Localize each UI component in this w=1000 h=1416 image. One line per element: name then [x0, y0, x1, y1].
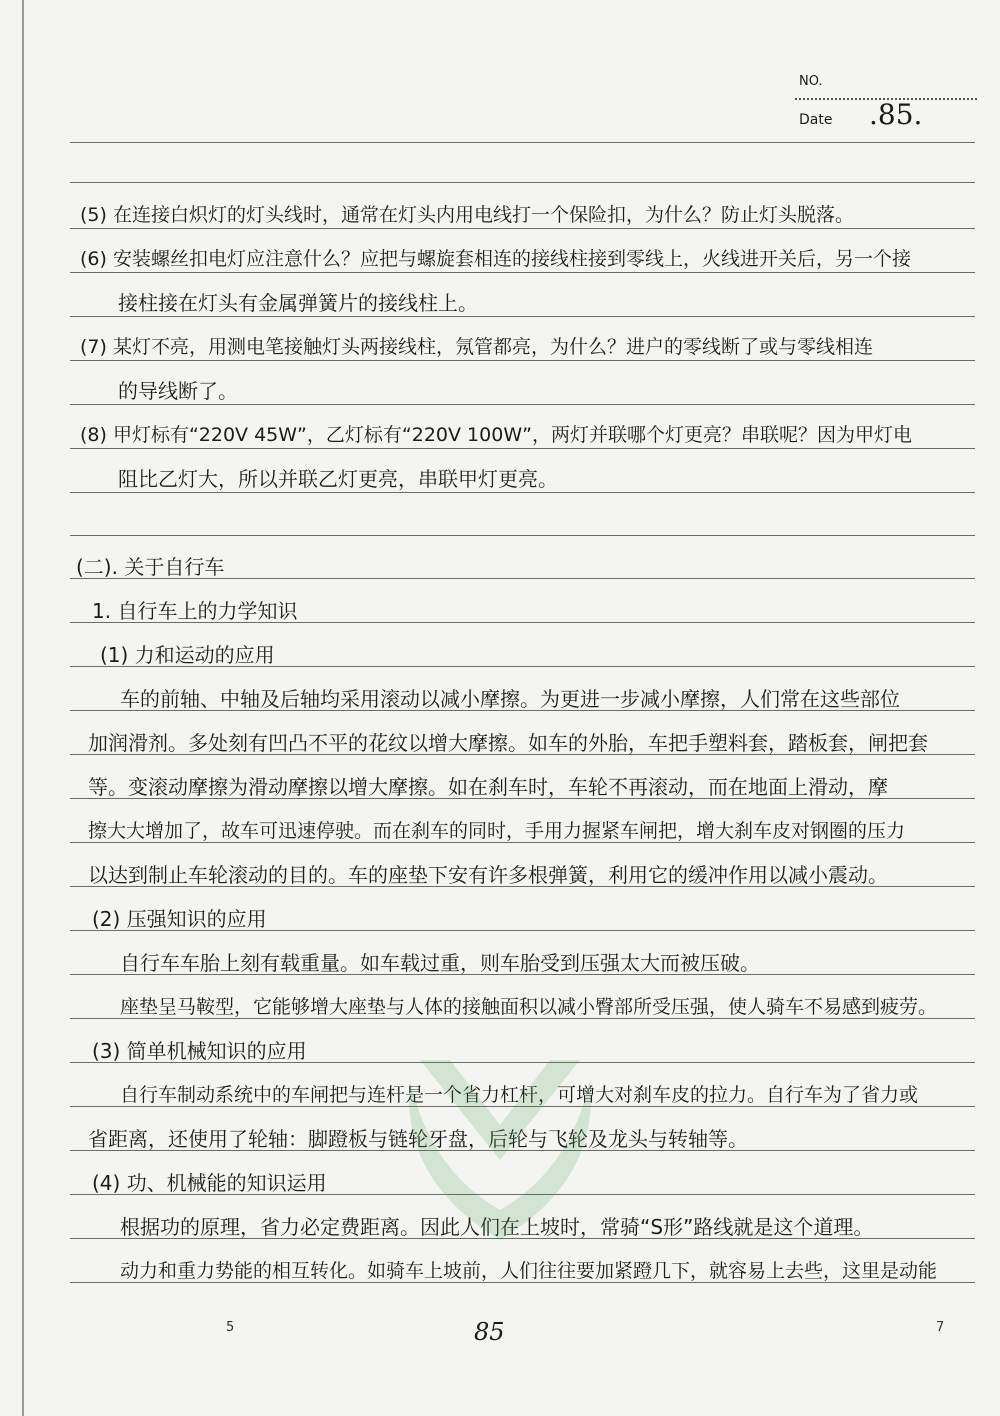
page-number: 85 [474, 1318, 505, 1346]
text-line: (二). 关于自行车 [76, 555, 225, 579]
text-line: (5) 在连接白炽灯的灯头线时，通常在灯头内用电线打一个保险扣，为什么？防止灯头脱落。 [80, 204, 854, 226]
text-line: 动力和重力势能的相互转化。如骑车上坡前，人们往往要加紧蹬几下，就容易上去些，这里是动能 [120, 1260, 938, 1282]
text-line: (7) 某灯不亮，用测电笔接触灯头两接线柱，氖管都亮，为什么？进户的零线断了或与零线相连 [80, 336, 873, 358]
text-line: (8) 甲灯标有“220V 45W”，乙灯标有“220V 100W”，两灯并联哪个灯更亮？串联呢？因为甲灯电 [80, 424, 912, 446]
rule-line [70, 448, 975, 449]
margin-line [22, 0, 24, 1416]
text-line: 根据功的原理，省力必定费距离。因此人们在上坡时，常骑“S形”路线就是这个道理。 [120, 1215, 874, 1239]
text-line: 省距离，还使用了轮轴：脚蹬板与链轮牙盘，后轮与飞轮及龙头与转轴等。 [88, 1127, 748, 1151]
rule-line [70, 492, 975, 493]
text-line: 自行车车胎上刻有载重量。如车载过重，则车胎受到压强太大而被压破。 [120, 951, 760, 975]
rule-line [70, 404, 975, 405]
rule-line [70, 142, 975, 143]
text-line: 擦大大增加了，故车可迅速停驶。而在刹车的同时，手用力握紧车闸把，增大刹车皮对钢圈的压力 [88, 820, 906, 842]
date-label: Date [799, 112, 833, 128]
rule-line [70, 228, 975, 229]
footer-right-number: 7 [936, 1320, 945, 1335]
rule-line [70, 272, 975, 273]
text-line: 1. 自行车上的力学知识 [92, 599, 298, 623]
text-line: (2) 压强知识的应用 [92, 907, 267, 931]
text-line: 接柱接在灯头有金属弹簧片的接线柱上。 [118, 291, 478, 315]
footer-left-number: 5 [226, 1320, 235, 1335]
text-line: 座垫呈马鞍型，它能够增大座垫与人体的接触面积以减小臀部所受压强，使人骑车不易感到疲劳。 [120, 996, 938, 1018]
date-value: .85. [869, 98, 923, 131]
text-line: 等。变滚动摩擦为滑动摩擦以增大摩擦。如在刹车时，车轮不再滚动，而在地面上滑动，摩 [88, 775, 888, 799]
rule-line [70, 316, 975, 317]
rule-line [70, 360, 975, 361]
text-line: (3) 简单机械知识的应用 [92, 1039, 307, 1063]
text-line: 以达到制止车轮滚动的目的。车的座垫下安有许多根弹簧，利用它的缓冲作用以减小震动。 [88, 863, 888, 887]
no-label: NO. [799, 74, 823, 89]
text-line: 车的前轴、中轴及后轴均采用滚动以减小摩擦。为更进一步减小摩擦，人们常在这些部位 [120, 687, 900, 711]
text-line: 加润滑剂。多处刻有凹凸不平的花纹以增大摩擦。如车的外胎，车把手塑料套，踏板套，闸把套 [88, 731, 928, 755]
text-line: 自行车制动系统中的车闸把与连杆是一个省力杠杆，可增大对刹车皮的拉力。自行车为了省力或 [120, 1084, 919, 1106]
rule-line [70, 182, 975, 183]
text-line: (1) 力和运动的应用 [100, 643, 275, 667]
text-line: 的导线断了。 [118, 379, 238, 403]
text-line: (6) 安装螺丝扣电灯应注意什么？应把与螺旋套相连的接线柱接到零线上，火线进开关后，另一个接 [80, 248, 911, 270]
text-line: (4) 功、机械能的知识运用 [92, 1171, 327, 1195]
text-line: 阻比乙灯大，所以并联乙灯更亮，串联甲灯更亮。 [118, 467, 558, 491]
rule-line [70, 535, 975, 536]
page-header [795, 72, 980, 152]
